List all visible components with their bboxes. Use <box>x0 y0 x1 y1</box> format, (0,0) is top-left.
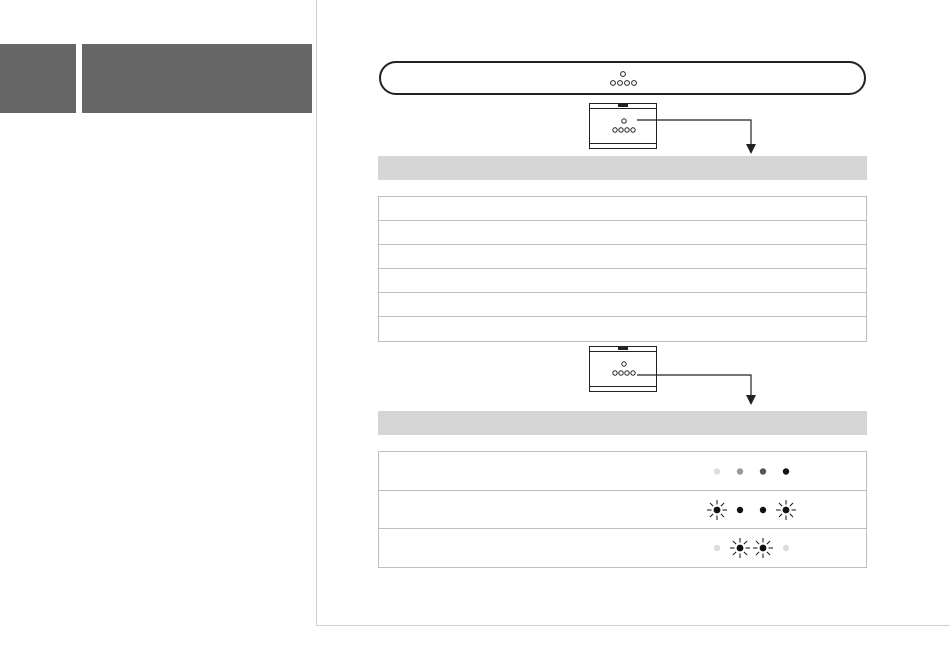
led-indicator-group <box>699 452 809 491</box>
chapter-tab-number <box>0 44 76 113</box>
led-module-illustration-2 <box>589 346 657 392</box>
table-row <box>379 245 866 269</box>
table-row <box>379 293 866 317</box>
device-illustration <box>379 61 866 95</box>
led-off-icon <box>714 545 720 551</box>
led-on-icon <box>783 468 789 474</box>
led-blinking-icon <box>730 538 750 558</box>
section-header-1-label <box>378 156 867 166</box>
table-cell <box>379 197 866 207</box>
led-blinking-icon <box>707 500 727 520</box>
led-module-illustration-1 <box>589 103 657 149</box>
section-header-2 <box>378 411 867 435</box>
section-header-1 <box>378 156 867 180</box>
section-header-2-label <box>378 411 867 421</box>
led-blinking-icon <box>776 500 796 520</box>
led-off-icon <box>783 545 789 551</box>
table-row <box>379 452 866 491</box>
table-cell <box>379 293 866 303</box>
led-indicator-group <box>699 529 809 567</box>
led-dim-icon <box>737 468 743 474</box>
table-cell <box>379 221 866 231</box>
table-cell <box>379 269 866 279</box>
table-cell <box>379 245 866 255</box>
table-row <box>379 221 866 245</box>
info-table-1 <box>378 196 867 342</box>
led-mid-icon <box>760 468 766 474</box>
table-row <box>379 269 866 293</box>
led-on-icon <box>737 507 743 513</box>
device-led-cluster-icon <box>381 63 868 97</box>
led-on-icon <box>760 507 766 513</box>
chapter-tab-title <box>82 44 312 113</box>
page-divider-vertical <box>316 0 317 626</box>
module-led-cluster-icon <box>590 347 658 393</box>
chapter-tab-title-label <box>82 44 312 56</box>
led-off-icon <box>714 468 720 474</box>
table-row <box>379 529 866 567</box>
table-row <box>379 491 866 529</box>
led-status-table <box>378 451 867 568</box>
led-blinking-icon <box>753 538 773 558</box>
chapter-tab-number-label <box>0 44 76 56</box>
module-led-cluster-icon <box>590 104 658 150</box>
table-cell <box>379 317 866 327</box>
led-indicator-group <box>699 491 809 529</box>
page-divider-horizontal <box>316 625 950 626</box>
table-row <box>379 197 866 221</box>
table-row <box>379 317 866 341</box>
